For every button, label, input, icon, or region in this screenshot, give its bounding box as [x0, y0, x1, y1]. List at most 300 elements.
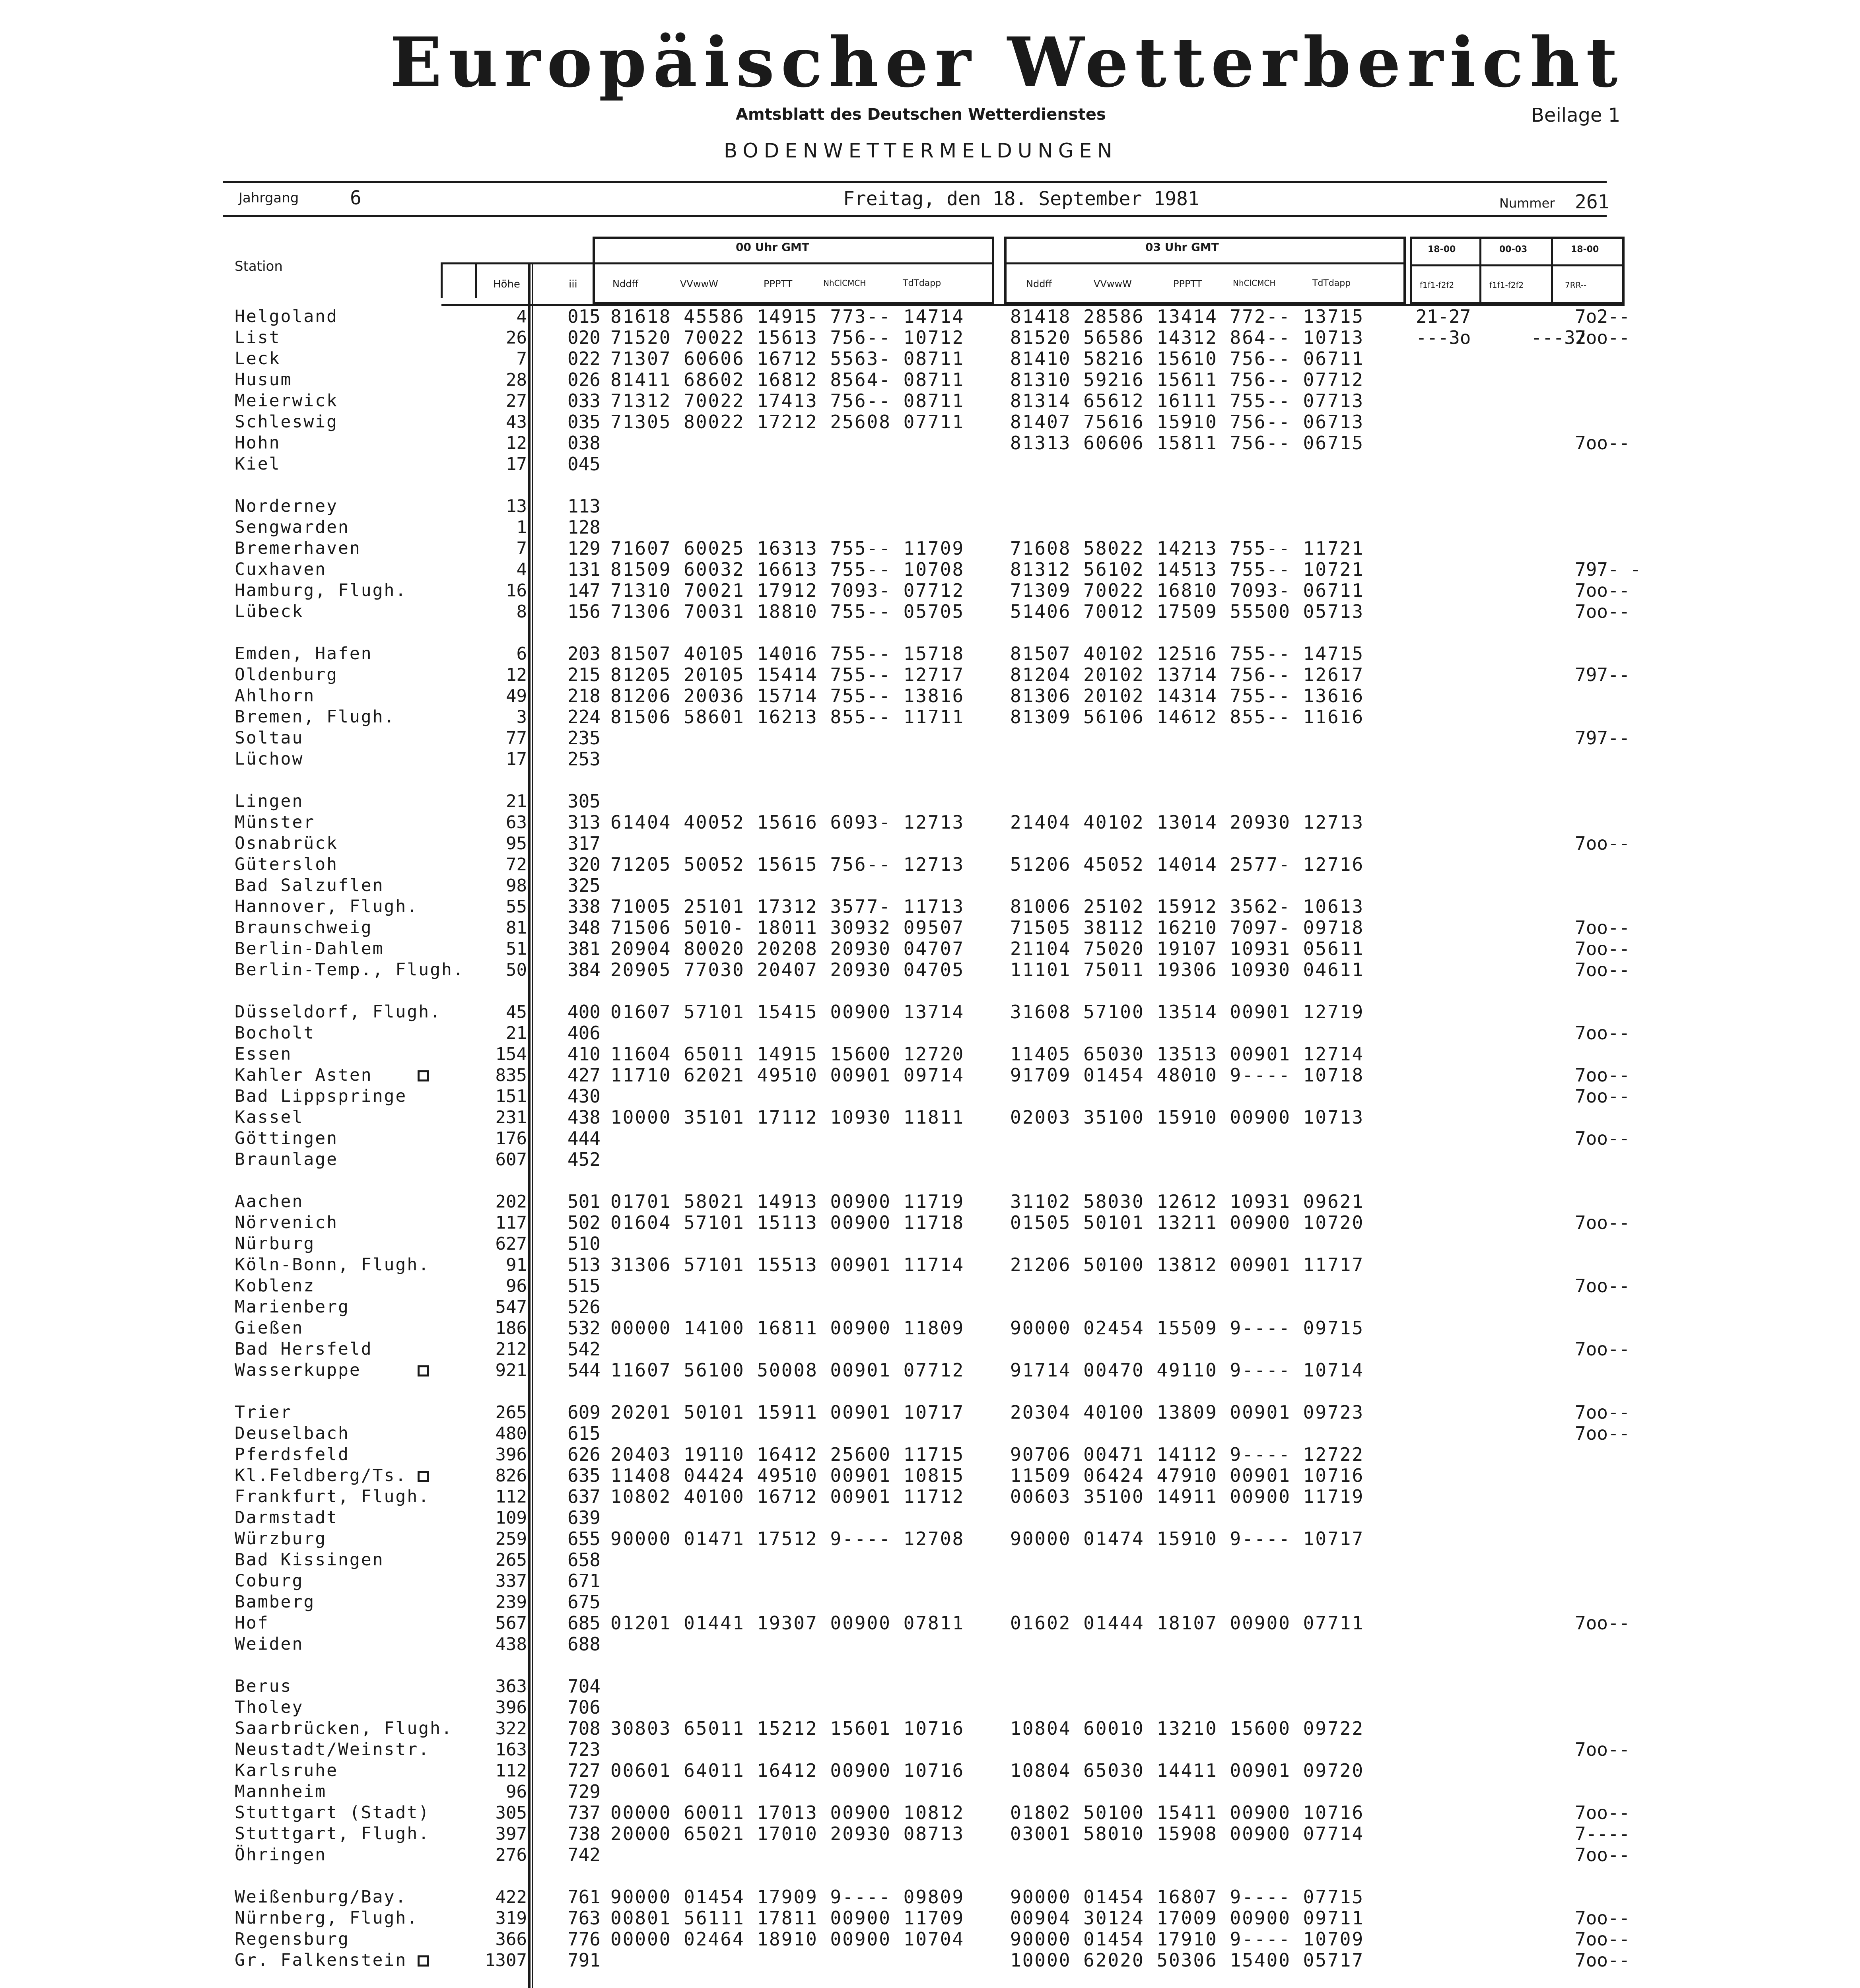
obs-00-group: 20905 77030 20407 20930 04705: [610, 959, 965, 980]
table-row: [0, 1254, 1670, 1276]
station-height: 117: [495, 1213, 527, 1233]
station-name: Bremerhaven: [235, 538, 361, 558]
table-row: [0, 1697, 1670, 1718]
station-height: 49: [506, 686, 527, 706]
station-name: Kassel: [235, 1107, 304, 1127]
precip-code: 7oo--: [1575, 1338, 1630, 1360]
station-height: 112: [495, 1761, 527, 1781]
station-height: 259: [495, 1529, 527, 1549]
station-name: Köln-Bonn, Flugh.: [235, 1255, 430, 1275]
station-number: 325: [567, 875, 601, 896]
obs-00-group: 81507 40105 14016 755-- 15718: [610, 643, 965, 664]
station-number: 708: [567, 1718, 601, 1739]
precip-code: 7oo--: [1575, 833, 1630, 854]
obs-03-group: 81520 56586 14312 864-- 10713: [1010, 327, 1364, 348]
station-name: Oldenburg: [235, 665, 338, 685]
station-number: 022: [567, 348, 601, 369]
station-name: Berlin-Temp., Flugh.: [235, 960, 465, 980]
table-row: [0, 1760, 1670, 1781]
precip-code: 7oo--: [1575, 327, 1630, 348]
obs-00-group: 01701 58021 14913 00900 11719: [610, 1191, 965, 1212]
obs-03-group: 71309 70022 16810 7093- 06711: [1010, 580, 1364, 601]
station-height: 1307: [485, 1950, 527, 1971]
col-iii: iii: [569, 278, 577, 290]
precip-18-00: 21-27: [1416, 306, 1471, 327]
table-row: [0, 1444, 1670, 1465]
station-name: Nürburg: [235, 1234, 315, 1254]
obs-03-group: 11405 65030 13513 00901 12714: [1010, 1043, 1364, 1065]
station-number: 675: [567, 1591, 601, 1613]
table-row: [0, 1634, 1670, 1655]
table-row: [0, 1423, 1670, 1444]
table-row: [0, 1528, 1670, 1549]
station-number: 635: [567, 1465, 601, 1486]
table-row: [0, 1802, 1670, 1823]
table-row: [0, 1823, 1670, 1844]
precip-code: 7oo--: [1575, 1022, 1630, 1044]
obs-03-group: 90000 02454 15509 9---- 09715: [1010, 1317, 1364, 1339]
station-height: 81: [506, 918, 527, 938]
station-name: Lingen: [235, 791, 304, 811]
station-name: Osnabrück: [235, 833, 338, 853]
obs-03-group: 90000 01474 15910 9---- 10717: [1010, 1528, 1364, 1549]
station-name: Lüchow: [235, 749, 304, 769]
station-number: 317: [567, 833, 601, 854]
station-number: 452: [567, 1149, 601, 1170]
precip-code: 7oo--: [1575, 1212, 1630, 1233]
page-title: Europäischer Wetterbericht: [390, 22, 1624, 103]
top-rule: [223, 181, 1607, 183]
station-height: 77: [506, 728, 527, 748]
station-name: Leck: [235, 349, 281, 369]
station-height: 1: [516, 517, 527, 538]
table-row: [0, 580, 1670, 601]
obs-03-group: 81309 56106 14612 855-- 11616: [1010, 706, 1364, 728]
jahrgang-value: 6: [350, 187, 362, 209]
station-height: 17: [506, 749, 527, 769]
table-row: [0, 664, 1670, 685]
station-name: Nürnberg, Flugh.: [235, 1908, 419, 1928]
station-number: 026: [567, 369, 601, 390]
table-row: [0, 833, 1670, 854]
station-number: 532: [567, 1317, 601, 1339]
height-col-left-rule: [475, 264, 477, 298]
station-name: Neustadt/Weinstr.: [235, 1740, 430, 1759]
precip-18-00: ---3o: [1416, 327, 1471, 348]
station-height: 27: [506, 391, 527, 411]
table-row: [0, 412, 1670, 433]
station-number: 761: [567, 1886, 601, 1908]
station-name: Kl.Feldberg/Ts.: [235, 1466, 407, 1485]
station-number: 427: [567, 1064, 601, 1086]
table-row: [0, 1929, 1670, 1950]
station-height: 3: [516, 707, 527, 727]
station-number: 113: [567, 495, 601, 517]
station-height: 6: [516, 644, 527, 664]
station-number: 313: [567, 812, 601, 833]
table-row: [0, 1507, 1670, 1528]
station-name: Bremen, Flugh.: [235, 707, 396, 727]
station-height: 98: [506, 876, 527, 896]
station-name: Karlsruhe: [235, 1761, 338, 1780]
obs-00-group: 71607 60025 16313 755-- 11709: [610, 538, 965, 559]
station-name: Soltau: [235, 728, 304, 748]
station-height: 43: [506, 412, 527, 432]
station-height: 163: [495, 1740, 527, 1760]
station-number: 544: [567, 1359, 601, 1381]
precip-code: 797--: [1575, 664, 1630, 685]
station-name: Berlin-Dahlem: [235, 939, 384, 959]
station-number: 444: [567, 1128, 601, 1149]
station-name: Schleswig: [235, 412, 338, 432]
station-name: Aachen: [235, 1192, 304, 1211]
station-name: Koblenz: [235, 1276, 315, 1296]
station-number: 410: [567, 1043, 601, 1065]
station-height: 55: [506, 897, 527, 917]
obs-03-group: 31102 58030 12612 10931 09621: [1010, 1191, 1364, 1212]
station-number: 658: [567, 1549, 601, 1571]
station-name: Münster: [235, 812, 315, 832]
obs-00-group: 20904 80020 20208 20930 04707: [610, 938, 965, 959]
group-03-label: 03 Uhr GMT: [1145, 241, 1219, 254]
jahrgang-label: Jahrgang: [239, 190, 299, 206]
table-row: [0, 1908, 1670, 1929]
obs-03-group: 21404 40102 13014 20930 12713: [1010, 812, 1364, 833]
group-00-rule: [441, 262, 994, 264]
station-name: Deuselbach: [235, 1423, 350, 1443]
station-height: 96: [506, 1276, 527, 1296]
obs-00-group: 11408 04424 49510 00901 10815: [610, 1465, 965, 1486]
table-row: [0, 643, 1670, 664]
col-nhcl-03: NhClCMCH: [1233, 278, 1276, 288]
precip-code: 797- -: [1575, 559, 1641, 580]
table-row: [0, 306, 1670, 327]
obs-00-group: 90000 01454 17909 9---- 09809: [610, 1886, 965, 1908]
obs-03-group: 81507 40102 12516 755-- 14715: [1010, 643, 1364, 664]
col-r3-sub: 7RR--: [1565, 280, 1587, 290]
mountain-station-marker: [418, 1471, 429, 1482]
station-height: 12: [506, 665, 527, 685]
obs-00-group: 00801 56111 17811 00900 11709: [610, 1907, 965, 1929]
precip-code: 7oo--: [1575, 432, 1630, 454]
station-height: 154: [495, 1044, 527, 1064]
obs-03-group: 81407 75616 15910 756-- 06713: [1010, 411, 1364, 433]
col-tdtd-00: TdTdapp: [903, 278, 941, 288]
table-row: [0, 1676, 1670, 1697]
station-height: 305: [495, 1803, 527, 1823]
obs-00-group: 10802 40100 16712 00901 11712: [610, 1486, 965, 1507]
station-height: 239: [495, 1592, 527, 1612]
obs-03-group: 02003 35100 15910 00900 10713: [1010, 1107, 1364, 1128]
station-number: 253: [567, 748, 601, 770]
issue-date: Freitag, den 18. September 1981: [843, 188, 1199, 210]
station-height: 322: [495, 1718, 527, 1739]
station-height: 276: [495, 1845, 527, 1865]
station-height: 480: [495, 1423, 527, 1444]
table-row: [0, 1191, 1670, 1212]
iii-right-rule: [593, 264, 594, 298]
obs-03-group: 81006 25102 15912 3562- 10613: [1010, 896, 1364, 917]
table-row: [0, 496, 1670, 517]
station-number: 033: [567, 390, 601, 412]
group-00-label: 00 Uhr GMT: [736, 241, 809, 254]
station-number: 526: [567, 1296, 601, 1318]
obs-03-group: 10804 60010 13210 15600 09722: [1010, 1718, 1364, 1739]
obs-03-group: 11101 75011 19306 10930 04611: [1010, 959, 1364, 980]
station-name: Wasserkuppe: [235, 1360, 361, 1380]
station-number: 501: [567, 1191, 601, 1212]
station-name: Hamburg, Flugh.: [235, 580, 407, 600]
table-row: [0, 791, 1670, 812]
station-height: 319: [495, 1908, 527, 1928]
station-number: 215: [567, 664, 601, 685]
obs-03-group: 21104 75020 19107 10931 05611: [1010, 938, 1364, 959]
station-height: 835: [495, 1065, 527, 1085]
station-height: 212: [495, 1339, 527, 1359]
station-height: 396: [495, 1444, 527, 1465]
station-number: 727: [567, 1760, 601, 1781]
precip-code: 7oo--: [1575, 1612, 1630, 1634]
station-height: 109: [495, 1508, 527, 1528]
station-height: 151: [495, 1086, 527, 1107]
station-number: 156: [567, 601, 601, 622]
station-name: Marienberg: [235, 1297, 350, 1317]
obs-00-group: 81411 68602 16812 8564- 08711: [610, 369, 965, 390]
station-height: 8: [516, 602, 527, 622]
obs-03-group: 71505 38112 16210 7097- 09718: [1010, 917, 1364, 938]
station-number: 320: [567, 854, 601, 875]
precip-code: 7oo--: [1575, 1064, 1630, 1086]
station-name: Bocholt: [235, 1023, 315, 1043]
precip-code: 7oo--: [1575, 1802, 1630, 1823]
station-name: Nörvenich: [235, 1213, 338, 1233]
table-row: [0, 959, 1670, 980]
obs-03-group: 10804 65030 14411 00901 09720: [1010, 1760, 1364, 1781]
station-name: Frankfurt, Flugh.: [235, 1487, 430, 1507]
obs-03-group: 81312 56102 14513 755-- 10721: [1010, 559, 1364, 580]
obs-00-group: 20403 19110 16412 25600 11715: [610, 1444, 965, 1465]
col-r2: 00-03: [1499, 245, 1528, 254]
station-number: 128: [567, 516, 601, 538]
table-row: [0, 1360, 1670, 1381]
col-r1: 18-00: [1428, 245, 1456, 254]
table-row: [0, 1212, 1670, 1233]
table-row: [0, 348, 1670, 369]
station-height: 7: [516, 349, 527, 369]
precip-code: 7oo--: [1575, 1128, 1630, 1149]
station-name: Bamberg: [235, 1592, 315, 1612]
station-name: Gr. Falkenstein: [235, 1950, 407, 1970]
station-number: 706: [567, 1697, 601, 1718]
station-height: 176: [495, 1128, 527, 1149]
table-row: [0, 517, 1670, 538]
table-row: [0, 685, 1670, 707]
col-ppptt-03: PPPTT: [1173, 278, 1202, 289]
station-height-rule: [441, 262, 443, 298]
table-row: [0, 1592, 1670, 1613]
col-hoehe: Höhe: [493, 278, 520, 290]
table-row: [0, 1887, 1670, 1908]
station-number: 224: [567, 706, 601, 728]
col-tdtd-03: TdTdapp: [1312, 278, 1351, 288]
station-height: 91: [506, 1255, 527, 1275]
station-height: 51: [506, 939, 527, 959]
station-number: 131: [567, 559, 601, 580]
precip-code: 7oo--: [1575, 1275, 1630, 1297]
obs-03-group: 21206 50100 13812 00901 11717: [1010, 1254, 1364, 1276]
station-name: Kahler Asten: [235, 1065, 373, 1085]
obs-00-group: 01607 57101 15415 00900 13714: [610, 1001, 965, 1023]
station-name: Düsseldorf, Flugh.: [235, 1002, 441, 1022]
station-name: Braunschweig: [235, 918, 373, 938]
obs-03-group: 91714 00470 49110 9---- 10714: [1010, 1359, 1364, 1381]
station-name: Essen: [235, 1044, 292, 1064]
station-number: 384: [567, 959, 601, 980]
station-number: 400: [567, 1001, 601, 1023]
obs-00-group: 11710 62021 49510 00901 09714: [610, 1064, 965, 1086]
precip-code: 7oo--: [1575, 938, 1630, 959]
station-number: 515: [567, 1275, 601, 1297]
obs-00-group: 71205 50052 15615 756-- 12713: [610, 854, 965, 875]
station-name: List: [235, 328, 281, 348]
obs-03-group: 01802 50100 15411 00900 10716: [1010, 1802, 1364, 1823]
table-row: [0, 854, 1670, 875]
station-number: 626: [567, 1444, 601, 1465]
nummer-value: 261: [1575, 191, 1609, 213]
station-name: Würzburg: [235, 1529, 327, 1549]
obs-03-group: 90706 00471 14112 9---- 12722: [1010, 1444, 1364, 1465]
table-row: [0, 1549, 1670, 1571]
obs-03-group: 71608 58022 14213 755-- 11721: [1010, 538, 1364, 559]
station-number: 430: [567, 1085, 601, 1107]
table-row: [0, 433, 1670, 454]
nummer-label: Nummer: [1499, 196, 1555, 211]
precip-code: 7oo--: [1575, 917, 1630, 938]
station-number: 655: [567, 1528, 601, 1549]
mountain-station-marker: [418, 1365, 429, 1376]
table-row: [0, 1128, 1670, 1149]
table-row: [0, 1023, 1670, 1044]
precip-code: 7----: [1575, 1823, 1630, 1844]
table-row: [0, 1086, 1670, 1107]
obs-00-group: 71310 70021 17912 7093- 07712: [610, 580, 965, 601]
precip-code: 7oo--: [1575, 959, 1630, 980]
station-height: 231: [495, 1107, 527, 1128]
obs-00-group: 90000 01471 17512 9---- 12708: [610, 1528, 965, 1549]
obs-03-group: 90000 01454 17910 9---- 10709: [1010, 1928, 1364, 1950]
station-height: 21: [506, 791, 527, 812]
station-height: 4: [516, 559, 527, 580]
col-station: Station: [235, 258, 283, 274]
station-name: Gießen: [235, 1318, 304, 1338]
station-name: Kiel: [235, 454, 281, 474]
obs-00-group: 20000 65021 17010 20930 08713: [610, 1823, 965, 1844]
station-name: Stuttgart, Flugh.: [235, 1824, 430, 1844]
station-name: Cuxhaven: [235, 559, 327, 579]
table-row: [0, 454, 1670, 475]
obs-03-group: 51206 45052 14014 2577- 12716: [1010, 854, 1364, 875]
col-nhcl-00: NhClCMCH: [823, 278, 866, 288]
table-row: [0, 1402, 1670, 1423]
obs-00-group: 71307 60606 16712 5563- 08711: [610, 348, 965, 369]
table-row: [0, 728, 1670, 749]
table-row: [0, 707, 1670, 728]
precip-code: 7oo--: [1575, 601, 1630, 622]
table-row: [0, 1149, 1670, 1170]
table-row: [0, 1465, 1670, 1486]
station-number: 639: [567, 1507, 601, 1528]
table-row: [0, 390, 1670, 412]
station-height: 95: [506, 833, 527, 854]
obs-03-group: 81306 20102 14314 755-- 13616: [1010, 685, 1364, 707]
station-number: 763: [567, 1907, 601, 1929]
table-row: [0, 749, 1670, 770]
station-height: 63: [506, 812, 527, 833]
station-height: 28: [506, 370, 527, 390]
table-row: [0, 369, 1670, 390]
station-number: 147: [567, 580, 601, 601]
station-number: 338: [567, 896, 601, 917]
table-row: [0, 327, 1670, 348]
station-name: Hohn: [235, 433, 281, 453]
station-height: 607: [495, 1149, 527, 1170]
meta-rule: [223, 215, 1607, 217]
obs-00-group: 71312 70022 17413 756-- 08711: [610, 390, 965, 412]
obs-03-group: 11509 06424 47910 00901 10716: [1010, 1465, 1364, 1486]
obs-03-group: 31608 57100 13514 00901 12719: [1010, 1001, 1364, 1023]
station-name: Husum: [235, 370, 292, 390]
station-number: 615: [567, 1423, 601, 1444]
col-nddff-00: Nddff: [612, 278, 638, 289]
precip-code: 797--: [1575, 727, 1630, 749]
precip-code: 7oo--: [1575, 1423, 1630, 1444]
rain-div-2: [1551, 237, 1553, 304]
obs-00-group: 61404 40052 15616 6093- 12713: [610, 812, 965, 833]
obs-00-group: 71306 70031 18810 755-- 05705: [610, 601, 965, 622]
station-height: 422: [495, 1887, 527, 1907]
obs-00-group: 31306 57101 15513 00901 11714: [610, 1254, 965, 1276]
station-name: Weiden: [235, 1634, 304, 1654]
station-name: Trier: [235, 1402, 292, 1422]
table-row: [0, 1297, 1670, 1318]
obs-00-group: 01201 01441 19307 00900 07811: [610, 1612, 965, 1634]
table-row: [0, 1044, 1670, 1065]
station-number: 020: [567, 327, 601, 348]
station-name: Göttingen: [235, 1128, 338, 1148]
station-height: 50: [506, 960, 527, 980]
station-number: 542: [567, 1338, 601, 1360]
station-number: 348: [567, 917, 601, 938]
table-row: [0, 538, 1670, 559]
table-row: [0, 938, 1670, 959]
station-number: 035: [567, 411, 601, 433]
precip-code: 7oo--: [1575, 1739, 1630, 1760]
obs-00-group: 71005 25101 17312 3577- 11713: [610, 896, 965, 917]
station-name: Bad Kissingen: [235, 1550, 384, 1570]
col-r3: 18-00: [1571, 245, 1599, 254]
station-name: Stuttgart (Stadt): [235, 1803, 430, 1823]
station-number: 203: [567, 643, 601, 664]
mountain-station-marker: [418, 1070, 429, 1081]
obs-03-group: 81418 28586 13414 772-- 13715: [1010, 306, 1364, 327]
obs-00-group: 81509 60032 16613 755-- 10708: [610, 559, 965, 580]
station-height: 366: [495, 1929, 527, 1949]
table-row: [0, 601, 1670, 622]
station-height: 12: [506, 433, 527, 453]
precip-code: 7oo--: [1575, 1907, 1630, 1929]
col-ppptt-00: PPPTT: [764, 278, 793, 289]
station-height: 826: [495, 1466, 527, 1486]
